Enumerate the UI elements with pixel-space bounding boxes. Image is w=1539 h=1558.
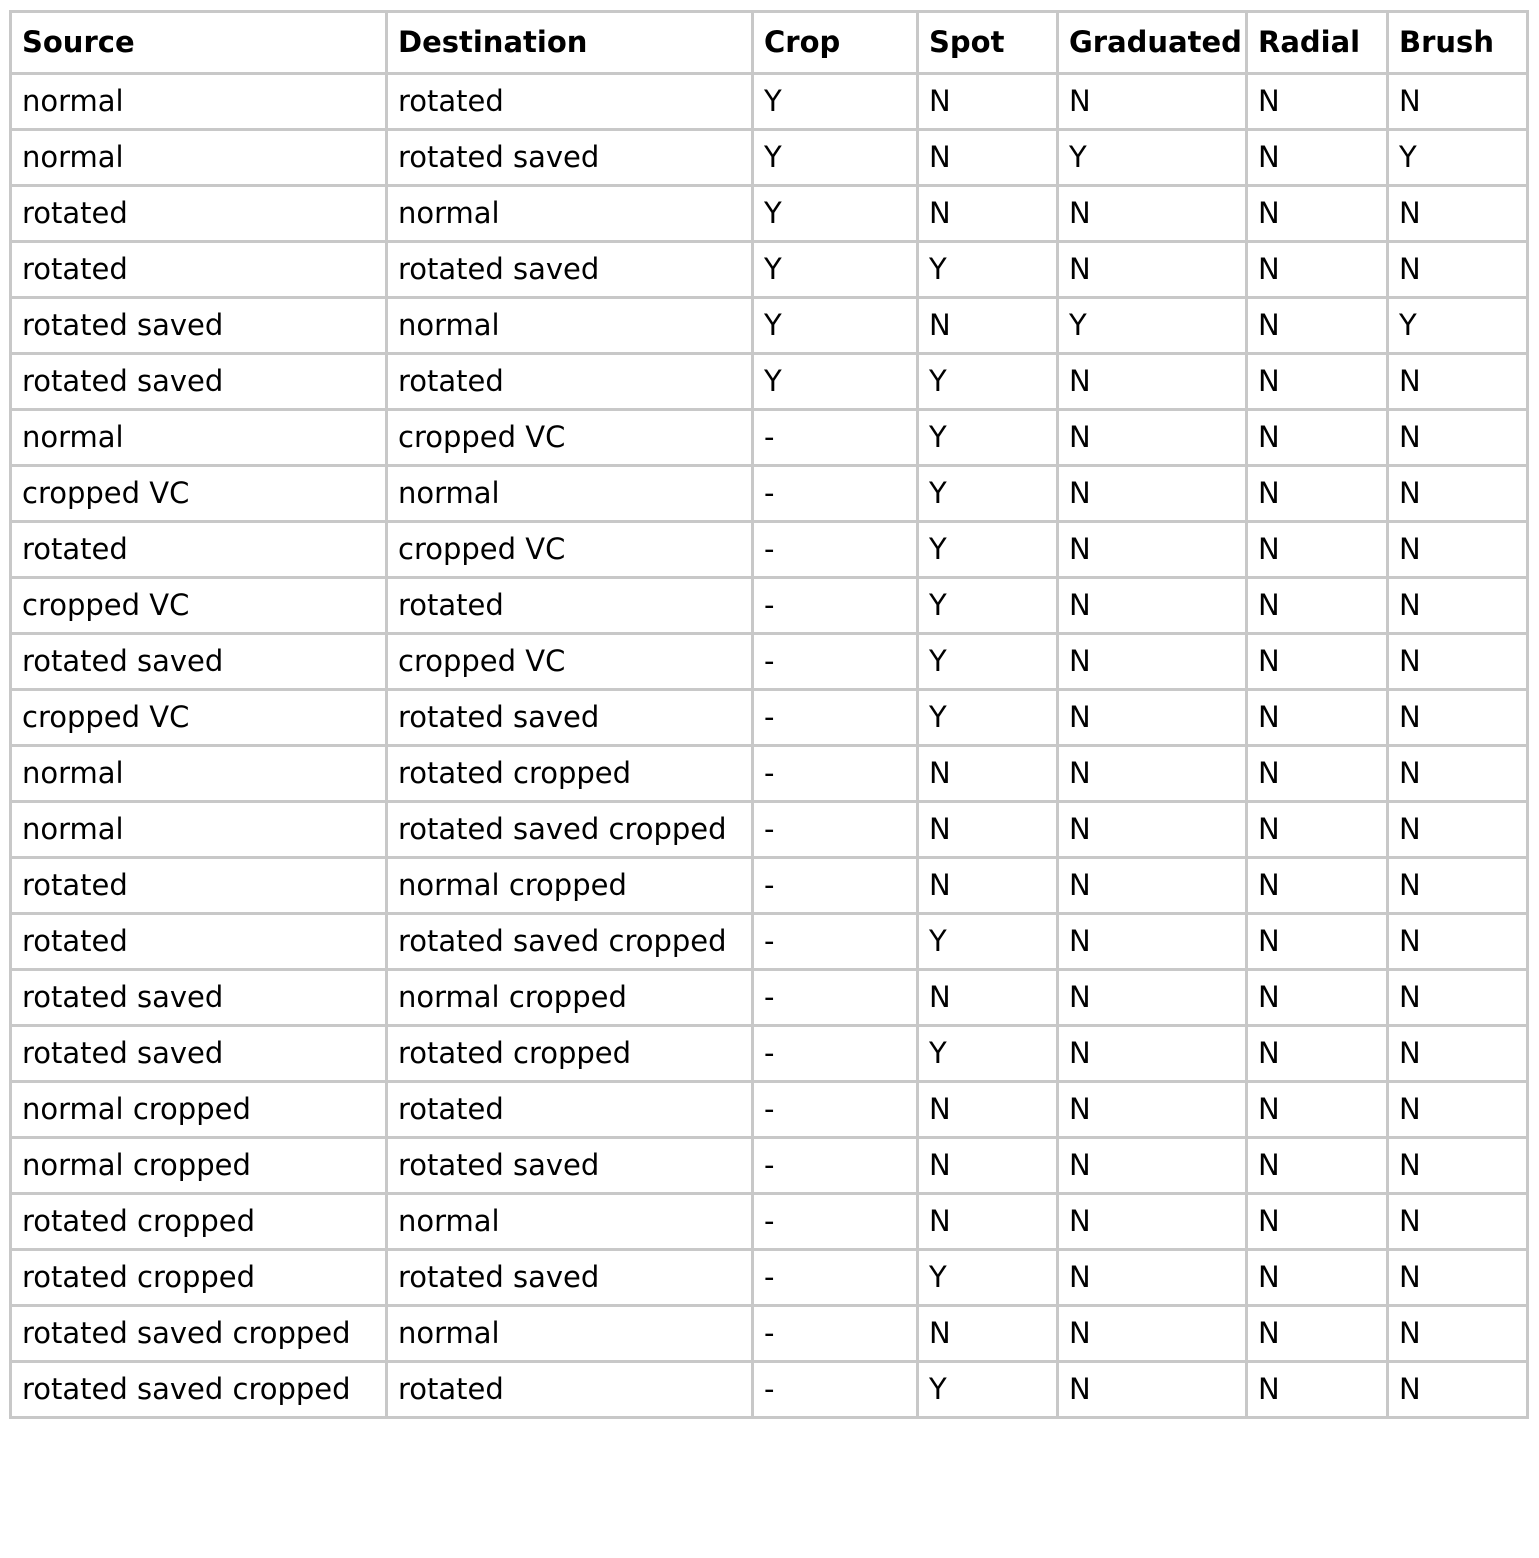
graduated-cell: N xyxy=(1058,410,1247,466)
column-header-source: Source xyxy=(11,12,387,74)
crop-cell: - xyxy=(753,410,918,466)
column-header-spot: Spot xyxy=(918,12,1058,74)
spot-cell: N xyxy=(918,1082,1058,1138)
radial-cell: N xyxy=(1247,522,1388,578)
graduated-cell: N xyxy=(1058,914,1247,970)
source-cell: rotated saved xyxy=(11,298,387,354)
radial-cell: N xyxy=(1247,1026,1388,1082)
source-cell: normal xyxy=(11,802,387,858)
crop-cell: Y xyxy=(753,242,918,298)
brush-cell: N xyxy=(1388,410,1528,466)
brush-cell: N xyxy=(1388,634,1528,690)
column-header-graduated: Graduated xyxy=(1058,12,1247,74)
destination-cell: normal xyxy=(387,1194,753,1250)
destination-cell: rotated saved xyxy=(387,130,753,186)
destination-cell: rotated cropped xyxy=(387,746,753,802)
table-row xyxy=(11,578,1528,634)
table-row xyxy=(11,914,1528,970)
graduated-cell: N xyxy=(1058,858,1247,914)
table-row xyxy=(11,242,1528,298)
crop-cell: - xyxy=(753,1026,918,1082)
source-cell: rotated xyxy=(11,186,387,242)
radial-cell: N xyxy=(1247,858,1388,914)
spot-cell: N xyxy=(918,186,1058,242)
graduated-cell: N xyxy=(1058,1082,1247,1138)
table-body xyxy=(11,74,1528,1418)
crop-cell: Y xyxy=(753,354,918,410)
spot-cell: Y xyxy=(918,914,1058,970)
crop-cell: Y xyxy=(753,130,918,186)
table-row xyxy=(11,1026,1528,1082)
destination-cell: rotated saved xyxy=(387,1250,753,1306)
destination-cell: rotated saved xyxy=(387,690,753,746)
spot-cell: N xyxy=(918,970,1058,1026)
crop-cell: - xyxy=(753,634,918,690)
graduated-cell: N xyxy=(1058,1026,1247,1082)
radial-cell: N xyxy=(1247,634,1388,690)
destination-cell: rotated xyxy=(387,1082,753,1138)
spot-cell: Y xyxy=(918,466,1058,522)
destination-cell: normal xyxy=(387,298,753,354)
spot-cell: Y xyxy=(918,522,1058,578)
table-row xyxy=(11,690,1528,746)
spot-cell: Y xyxy=(918,690,1058,746)
column-header-brush: Brush xyxy=(1388,12,1528,74)
radial-cell: N xyxy=(1247,1250,1388,1306)
source-cell: cropped VC xyxy=(11,466,387,522)
radial-cell: N xyxy=(1247,578,1388,634)
crop-cell: - xyxy=(753,914,918,970)
graduated-cell: N xyxy=(1058,522,1247,578)
crop-cell: - xyxy=(753,522,918,578)
table-row xyxy=(11,1306,1528,1362)
source-cell: normal xyxy=(11,130,387,186)
table-row xyxy=(11,970,1528,1026)
table-row xyxy=(11,634,1528,690)
destination-cell: normal xyxy=(387,1306,753,1362)
destination-cell: normal xyxy=(387,186,753,242)
destination-cell: cropped VC xyxy=(387,522,753,578)
radial-cell: N xyxy=(1247,466,1388,522)
spot-cell: Y xyxy=(918,1362,1058,1418)
graduated-cell: N xyxy=(1058,690,1247,746)
brush-cell: N xyxy=(1388,746,1528,802)
column-header-destination: Destination xyxy=(387,12,753,74)
destination-cell: normal xyxy=(387,466,753,522)
crop-cell: Y xyxy=(753,298,918,354)
destination-cell: rotated xyxy=(387,74,753,130)
brush-cell: N xyxy=(1388,1138,1528,1194)
brush-cell: N xyxy=(1388,466,1528,522)
graduated-cell: Y xyxy=(1058,298,1247,354)
source-cell: rotated xyxy=(11,242,387,298)
radial-cell: N xyxy=(1247,1306,1388,1362)
radial-cell: N xyxy=(1247,1082,1388,1138)
radial-cell: N xyxy=(1247,802,1388,858)
brush-cell: N xyxy=(1388,186,1528,242)
destination-cell: cropped VC xyxy=(387,410,753,466)
table-row xyxy=(11,1250,1528,1306)
crop-cell: - xyxy=(753,690,918,746)
crop-cell: - xyxy=(753,746,918,802)
brush-cell: N xyxy=(1388,242,1528,298)
radial-cell: N xyxy=(1247,970,1388,1026)
destination-cell: normal cropped xyxy=(387,970,753,1026)
radial-cell: N xyxy=(1247,74,1388,130)
brush-cell: N xyxy=(1388,690,1528,746)
source-cell: normal xyxy=(11,410,387,466)
brush-cell: N xyxy=(1388,1082,1528,1138)
radial-cell: N xyxy=(1247,1194,1388,1250)
spot-cell: N xyxy=(918,1138,1058,1194)
source-cell: normal xyxy=(11,74,387,130)
radial-cell: N xyxy=(1247,130,1388,186)
brush-cell: N xyxy=(1388,914,1528,970)
graduated-cell: N xyxy=(1058,466,1247,522)
radial-cell: N xyxy=(1247,1362,1388,1418)
crop-cell: - xyxy=(753,858,918,914)
radial-cell: N xyxy=(1247,746,1388,802)
spot-cell: Y xyxy=(918,410,1058,466)
destination-cell: rotated xyxy=(387,1362,753,1418)
brush-cell: N xyxy=(1388,354,1528,410)
table-row xyxy=(11,354,1528,410)
table-row xyxy=(11,1362,1528,1418)
destination-cell: normal cropped xyxy=(387,858,753,914)
destination-cell: cropped VC xyxy=(387,634,753,690)
destination-cell: rotated xyxy=(387,354,753,410)
source-cell: rotated saved cropped xyxy=(11,1362,387,1418)
radial-cell: N xyxy=(1247,298,1388,354)
source-cell: rotated saved xyxy=(11,970,387,1026)
radial-cell: N xyxy=(1247,186,1388,242)
source-cell: cropped VC xyxy=(11,690,387,746)
graduated-cell: N xyxy=(1058,354,1247,410)
brush-cell: N xyxy=(1388,1306,1528,1362)
crop-cell: - xyxy=(753,1194,918,1250)
destination-cell: rotated saved cropped xyxy=(387,914,753,970)
table-row xyxy=(11,298,1528,354)
spot-cell: Y xyxy=(918,634,1058,690)
crop-cell: Y xyxy=(753,74,918,130)
spot-cell: N xyxy=(918,1306,1058,1362)
destination-cell: rotated saved xyxy=(387,242,753,298)
source-cell: normal xyxy=(11,746,387,802)
spot-cell: Y xyxy=(918,1026,1058,1082)
brush-cell: N xyxy=(1388,74,1528,130)
source-cell: normal cropped xyxy=(11,1082,387,1138)
graduated-cell: N xyxy=(1058,634,1247,690)
brush-cell: N xyxy=(1388,1194,1528,1250)
spot-cell: N xyxy=(918,130,1058,186)
table-row xyxy=(11,802,1528,858)
data-table xyxy=(9,10,1529,1419)
table-row xyxy=(11,746,1528,802)
spot-cell: Y xyxy=(918,578,1058,634)
table-row xyxy=(11,74,1528,130)
brush-cell: N xyxy=(1388,1362,1528,1418)
radial-cell: N xyxy=(1247,914,1388,970)
spot-cell: N xyxy=(918,298,1058,354)
graduated-cell: N xyxy=(1058,242,1247,298)
table-row xyxy=(11,858,1528,914)
table-row xyxy=(11,410,1528,466)
source-cell: rotated saved xyxy=(11,1026,387,1082)
radial-cell: N xyxy=(1247,690,1388,746)
brush-cell: N xyxy=(1388,1250,1528,1306)
spot-cell: N xyxy=(918,802,1058,858)
table-row xyxy=(11,1138,1528,1194)
crop-cell: - xyxy=(753,1082,918,1138)
source-cell: rotated saved xyxy=(11,354,387,410)
radial-cell: N xyxy=(1247,242,1388,298)
source-cell: rotated saved xyxy=(11,634,387,690)
spot-cell: N xyxy=(918,1194,1058,1250)
graduated-cell: N xyxy=(1058,746,1247,802)
graduated-cell: N xyxy=(1058,802,1247,858)
crop-cell: - xyxy=(753,802,918,858)
graduated-cell: N xyxy=(1058,1306,1247,1362)
table-row xyxy=(11,466,1528,522)
table-row xyxy=(11,130,1528,186)
brush-cell: N xyxy=(1388,802,1528,858)
destination-cell: rotated saved xyxy=(387,1138,753,1194)
table-row xyxy=(11,1082,1528,1138)
column-header-crop: Crop xyxy=(753,12,918,74)
destination-cell: rotated cropped xyxy=(387,1026,753,1082)
destination-cell: rotated saved cropped xyxy=(387,802,753,858)
header-row xyxy=(11,12,1528,74)
table-row xyxy=(11,186,1528,242)
crop-cell: - xyxy=(753,466,918,522)
source-cell: rotated saved cropped xyxy=(11,1306,387,1362)
brush-cell: Y xyxy=(1388,130,1528,186)
spot-cell: N xyxy=(918,858,1058,914)
crop-cell: - xyxy=(753,578,918,634)
graduated-cell: N xyxy=(1058,186,1247,242)
spot-cell: Y xyxy=(918,242,1058,298)
source-cell: rotated xyxy=(11,522,387,578)
destination-cell: rotated xyxy=(387,578,753,634)
graduated-cell: N xyxy=(1058,970,1247,1026)
crop-cell: Y xyxy=(753,186,918,242)
column-header-radial: Radial xyxy=(1247,12,1388,74)
graduated-cell: Y xyxy=(1058,130,1247,186)
table-row xyxy=(11,1194,1528,1250)
graduated-cell: N xyxy=(1058,74,1247,130)
spot-cell: N xyxy=(918,746,1058,802)
graduated-cell: N xyxy=(1058,1138,1247,1194)
table-header xyxy=(11,12,1528,74)
graduated-cell: N xyxy=(1058,1250,1247,1306)
brush-cell: N xyxy=(1388,970,1528,1026)
source-cell: rotated xyxy=(11,858,387,914)
brush-cell: N xyxy=(1388,578,1528,634)
crop-cell: - xyxy=(753,970,918,1026)
graduated-cell: N xyxy=(1058,1194,1247,1250)
source-cell: cropped VC xyxy=(11,578,387,634)
spot-cell: Y xyxy=(918,1250,1058,1306)
radial-cell: N xyxy=(1247,354,1388,410)
source-cell: rotated cropped xyxy=(11,1194,387,1250)
source-cell: rotated cropped xyxy=(11,1250,387,1306)
source-cell: normal cropped xyxy=(11,1138,387,1194)
crop-cell: - xyxy=(753,1138,918,1194)
graduated-cell: N xyxy=(1058,578,1247,634)
source-cell: rotated xyxy=(11,914,387,970)
crop-cell: - xyxy=(753,1306,918,1362)
crop-cell: - xyxy=(753,1250,918,1306)
brush-cell: N xyxy=(1388,1026,1528,1082)
graduated-cell: N xyxy=(1058,1362,1247,1418)
spot-cell: Y xyxy=(918,354,1058,410)
spot-cell: N xyxy=(918,74,1058,130)
brush-cell: N xyxy=(1388,522,1528,578)
brush-cell: N xyxy=(1388,858,1528,914)
radial-cell: N xyxy=(1247,1138,1388,1194)
radial-cell: N xyxy=(1247,410,1388,466)
crop-cell: - xyxy=(753,1362,918,1418)
brush-cell: Y xyxy=(1388,298,1528,354)
table-row xyxy=(11,522,1528,578)
